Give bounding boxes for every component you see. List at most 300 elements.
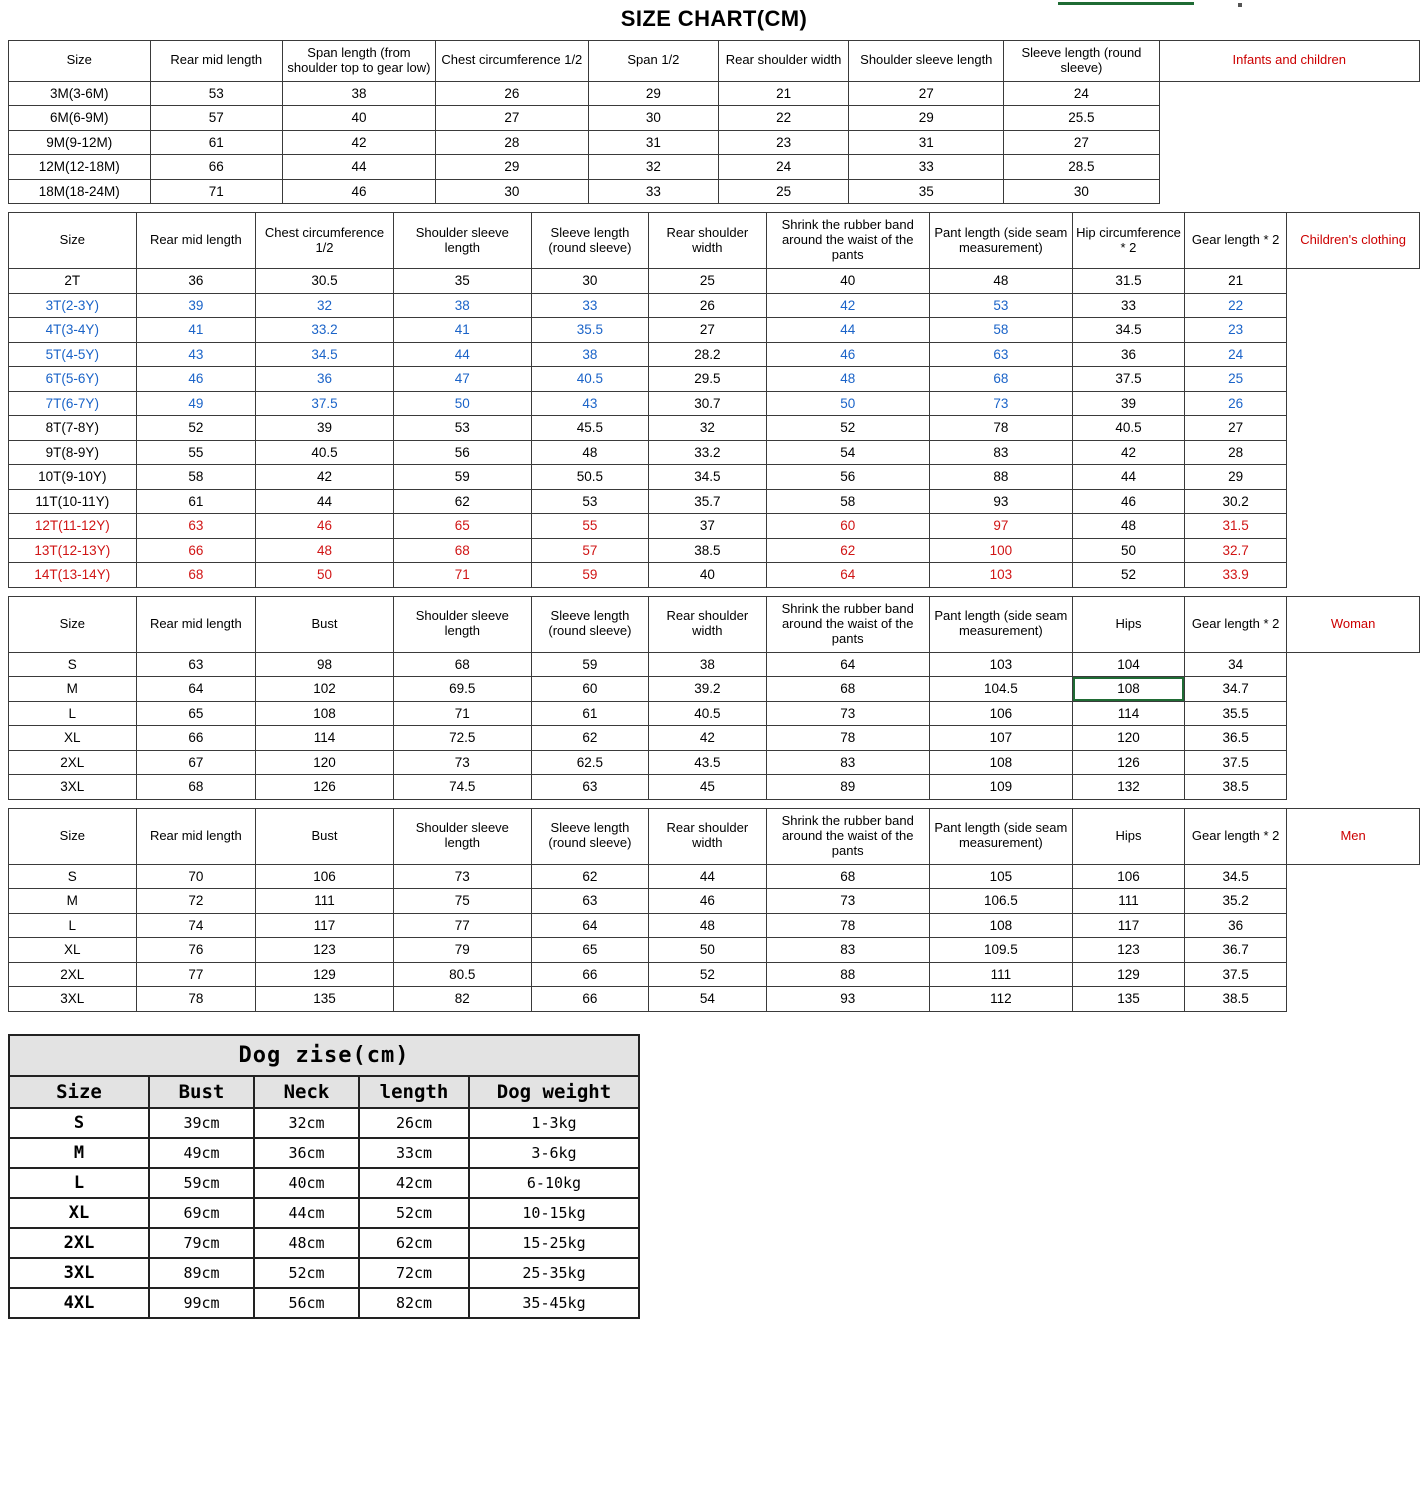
cell-value: 61 <box>531 701 648 726</box>
dog-size-table <box>8 1034 640 1319</box>
cell-value: 62 <box>531 864 648 889</box>
cell-value: 54 <box>766 440 929 465</box>
cell-size: 3XL <box>9 987 137 1012</box>
cell-value: 44 <box>766 318 929 343</box>
cell-value: 126 <box>1072 750 1184 775</box>
table-row <box>9 1198 639 1228</box>
cell-value: 48 <box>929 269 1072 294</box>
cell-value: 39 <box>1072 391 1184 416</box>
cell-value: 56cm <box>254 1288 359 1318</box>
cell-value: 30 <box>435 179 588 204</box>
col-rear-shoulder-width: Rear shoulder width <box>649 808 766 864</box>
cell-value: 61 <box>136 489 255 514</box>
category-label-woman: Woman <box>1287 596 1420 652</box>
col-rear-mid-length: Rear mid length <box>136 596 255 652</box>
table-row <box>9 962 1420 987</box>
cell-value: 33 <box>531 293 648 318</box>
cell-size: 3XL <box>9 1258 149 1288</box>
col-size: Size <box>9 596 137 652</box>
col-gear-length: Gear length * 2 <box>1185 808 1287 864</box>
col-shoulder-sleeve-length: Shoulder sleeve length <box>393 808 531 864</box>
cell-value: 26cm <box>359 1108 469 1138</box>
cell-value: 63 <box>136 514 255 539</box>
cell-size: 12T(11-12Y) <box>9 514 137 539</box>
cell-value: 65 <box>531 938 648 963</box>
cell-value: 40 <box>766 269 929 294</box>
col-pant-length: Pant length (side seam measurement) <box>929 808 1072 864</box>
table-row <box>9 1228 639 1258</box>
cell-value: 35 <box>849 179 1004 204</box>
cell-value: 75 <box>393 889 531 914</box>
cell-value: 35.5 <box>531 318 648 343</box>
cell-size: M <box>9 677 137 702</box>
cell-value: 62.5 <box>531 750 648 775</box>
cell-size: 6M(6-9M) <box>9 106 151 131</box>
cell-value: 117 <box>256 913 394 938</box>
cell-value: 66 <box>136 538 255 563</box>
cell-value: 79cm <box>149 1228 254 1258</box>
cell-value: 62 <box>766 538 929 563</box>
cell-value: 24 <box>1004 81 1159 106</box>
cell-value: 117 <box>1072 913 1184 938</box>
cell-value: 77 <box>136 962 255 987</box>
cell-value: 71 <box>150 179 282 204</box>
col-rear-mid-length: Rear mid length <box>136 808 255 864</box>
cell-value: 68 <box>393 538 531 563</box>
cell-value: 40 <box>283 106 436 131</box>
cell-size: 6T(5-6Y) <box>9 367 137 392</box>
cell-size: M <box>9 889 137 914</box>
cell-value: 111 <box>929 962 1072 987</box>
cell-value: 31.5 <box>1072 269 1184 294</box>
table-row <box>9 106 1420 131</box>
cell-size: 13T(12-13Y) <box>9 538 137 563</box>
cell-value: 30.5 <box>256 269 394 294</box>
cell-value: 56 <box>393 440 531 465</box>
cell-value: 77 <box>393 913 531 938</box>
cell-value: 64 <box>766 652 929 677</box>
cell-value: 129 <box>1072 962 1184 987</box>
cell-value: 123 <box>256 938 394 963</box>
cell-value: 38.5 <box>1185 987 1287 1012</box>
col-rear-shoulder-width: Rear shoulder width <box>719 41 849 82</box>
cell-value: 53 <box>929 293 1072 318</box>
cell-value: 73 <box>929 391 1072 416</box>
table-row <box>9 269 1420 294</box>
cell-value: 52cm <box>254 1258 359 1288</box>
col-hips: Hips <box>1072 596 1184 652</box>
cell-value: 63 <box>531 775 648 800</box>
cell-size: 2T <box>9 269 137 294</box>
cell-value: 58 <box>929 318 1072 343</box>
cell-value: 82 <box>393 987 531 1012</box>
cell-value: 25.5 <box>1004 106 1159 131</box>
cell-value: 46 <box>136 367 255 392</box>
col-chest-circumference: Chest circumference 1/2 <box>435 41 588 82</box>
cell-value: 129 <box>256 962 394 987</box>
cell-value: 39cm <box>149 1108 254 1138</box>
cell-value: 24 <box>1185 342 1287 367</box>
cell-value: 107 <box>929 726 1072 751</box>
cell-value: 23 <box>719 130 849 155</box>
col-waist-rubber-band: Shrink the rubber band around the waist of the pants <box>766 213 929 269</box>
cell-value: 22 <box>719 106 849 131</box>
cell-value: 46 <box>766 342 929 367</box>
cell-value: 73 <box>766 889 929 914</box>
cell-value: 32 <box>649 416 766 441</box>
cell-value: 98 <box>256 652 394 677</box>
cell-value: 29 <box>1185 465 1287 490</box>
table-header-row <box>9 41 1420 82</box>
cell-value: 38 <box>393 293 531 318</box>
table-header-row <box>9 596 1420 652</box>
cell-value: 70 <box>136 864 255 889</box>
cell-value: 66 <box>150 155 282 180</box>
col-bust: Bust <box>149 1076 254 1108</box>
cell-value: 42 <box>1072 440 1184 465</box>
cell-value: 1-3kg <box>469 1108 639 1138</box>
cell-value: 46 <box>649 889 766 914</box>
cell-value: 28 <box>435 130 588 155</box>
cell-value: 34.5 <box>1185 864 1287 889</box>
cell-value: 38 <box>283 81 436 106</box>
cell-size: 2XL <box>9 1228 149 1258</box>
cell-value: 120 <box>256 750 394 775</box>
cell-value: 108 <box>929 913 1072 938</box>
cell-value: 64 <box>766 563 929 588</box>
table-row <box>9 726 1420 751</box>
cell-value: 57 <box>531 538 648 563</box>
cell-value: 40.5 <box>649 701 766 726</box>
table-row <box>9 538 1420 563</box>
cell-value: 103 <box>929 563 1072 588</box>
cell-value: 27 <box>435 106 588 131</box>
cell-value: 89cm <box>149 1258 254 1288</box>
col-sleeve-length: Sleeve length (round sleeve) <box>1004 41 1159 82</box>
cell-value: 65 <box>136 701 255 726</box>
cell-size: 9M(9-12M) <box>9 130 151 155</box>
cell-value: 35-45kg <box>469 1288 639 1318</box>
cell-size: L <box>9 913 137 938</box>
col-sleeve-length: Sleeve length (round sleeve) <box>531 213 648 269</box>
cell-value: 15-25kg <box>469 1228 639 1258</box>
table-row <box>9 677 1420 702</box>
cell-value: 22 <box>1185 293 1287 318</box>
cell-size: XL <box>9 726 137 751</box>
col-rear-shoulder-width: Rear shoulder width <box>649 596 766 652</box>
cell-value: 106 <box>1072 864 1184 889</box>
table-row <box>9 1168 639 1198</box>
cell-value: 40 <box>649 563 766 588</box>
cell-value: 49cm <box>149 1138 254 1168</box>
cell-value: 49 <box>136 391 255 416</box>
cell-value: 63 <box>531 889 648 914</box>
cell-value: 126 <box>256 775 394 800</box>
cell-value: 100 <box>929 538 1072 563</box>
cell-value: 78 <box>766 913 929 938</box>
col-length: length <box>359 1076 469 1108</box>
cell-value: 35.2 <box>1185 889 1287 914</box>
cell-value: 53 <box>393 416 531 441</box>
cell-value: 25 <box>719 179 849 204</box>
cell-value: 50.5 <box>531 465 648 490</box>
cell-value: 73 <box>393 750 531 775</box>
table-header-row <box>9 1076 639 1108</box>
cell-value: 43.5 <box>649 750 766 775</box>
col-pant-length: Pant length (side seam measurement) <box>929 596 1072 652</box>
cell-value: 93 <box>929 489 1072 514</box>
table-row <box>9 489 1420 514</box>
cell-value: 102 <box>256 677 394 702</box>
cell-value: 33 <box>1072 293 1184 318</box>
cell-value: 106.5 <box>929 889 1072 914</box>
table-row <box>9 563 1420 588</box>
cell-value: 62cm <box>359 1228 469 1258</box>
cell-value: 105 <box>929 864 1072 889</box>
col-sleeve-length: Sleeve length (round sleeve) <box>531 596 648 652</box>
cell-value: 58 <box>136 465 255 490</box>
category-label-children: Children's clothing <box>1287 213 1420 269</box>
cell-value: 62 <box>393 489 531 514</box>
cell-value: 27 <box>1185 416 1287 441</box>
cell-value: 26 <box>1185 391 1287 416</box>
cell-size: 10T(9-10Y) <box>9 465 137 490</box>
cell-value: 59 <box>393 465 531 490</box>
cell-value: 59 <box>531 652 648 677</box>
cell-value: 123 <box>1072 938 1184 963</box>
cell-size: XL <box>9 938 137 963</box>
men-size-table <box>8 808 1420 1012</box>
cell-value: 43 <box>136 342 255 367</box>
cell-value: 78 <box>136 987 255 1012</box>
cell-size: 2XL <box>9 962 137 987</box>
cell-value: 71 <box>393 563 531 588</box>
table-row <box>9 750 1420 775</box>
cell-value: 108 <box>929 750 1072 775</box>
cell-value: 31 <box>849 130 1004 155</box>
cell-value: 58 <box>766 489 929 514</box>
cell-value: 35.5 <box>1185 701 1287 726</box>
cell-value: 52cm <box>359 1198 469 1228</box>
cell-value: 42 <box>766 293 929 318</box>
cell-value: 34.5 <box>256 342 394 367</box>
cell-value: 54 <box>649 987 766 1012</box>
table-row <box>9 701 1420 726</box>
cell-value: 97 <box>929 514 1072 539</box>
cell-value: 78 <box>929 416 1072 441</box>
col-rear-shoulder-width: Rear shoulder width <box>649 213 766 269</box>
col-span-length: Span length (from shoulder top to gear low) <box>283 41 436 82</box>
cell-value: 33cm <box>359 1138 469 1168</box>
cell-value: 33.9 <box>1185 563 1287 588</box>
cell-value: 27 <box>649 318 766 343</box>
cell-value: 44 <box>1072 465 1184 490</box>
cell-value: 132 <box>1072 775 1184 800</box>
woman-size-table <box>8 596 1420 800</box>
cell-value: 111 <box>1072 889 1184 914</box>
cell-value: 104 <box>1072 652 1184 677</box>
cell-value: 38.5 <box>1185 775 1287 800</box>
cell-value: 52 <box>136 416 255 441</box>
cell-value: 32cm <box>254 1108 359 1138</box>
cell-value: 40.5 <box>531 367 648 392</box>
cell-value: 36 <box>1072 342 1184 367</box>
cell-value: 32.7 <box>1185 538 1287 563</box>
marker-dot-icon <box>1238 3 1242 7</box>
cell-value: 71 <box>393 701 531 726</box>
cell-value: 68 <box>136 563 255 588</box>
cell-value: 48 <box>766 367 929 392</box>
cell-value: 50 <box>766 391 929 416</box>
cell-value: 79 <box>393 938 531 963</box>
cell-value: 61 <box>150 130 282 155</box>
cell-value: 36 <box>1185 913 1287 938</box>
cell-value: 27 <box>1004 130 1159 155</box>
cell-value: 76 <box>136 938 255 963</box>
cell-value: 48 <box>1072 514 1184 539</box>
cell-value: 40.5 <box>256 440 394 465</box>
cell-size: 8T(7-8Y) <box>9 416 137 441</box>
table-row <box>9 155 1420 180</box>
col-neck: Neck <box>254 1076 359 1108</box>
cell-value: 10-15kg <box>469 1198 639 1228</box>
table-row <box>9 391 1420 416</box>
cell-value: 38 <box>649 652 766 677</box>
cell-value: 63 <box>929 342 1072 367</box>
cell-value: 48cm <box>254 1228 359 1258</box>
cell-size: S <box>9 864 137 889</box>
dog-table-body <box>9 1035 639 1318</box>
cell-value: 69cm <box>149 1198 254 1228</box>
table-row <box>9 130 1420 155</box>
cell-value: 83 <box>766 750 929 775</box>
cell-value: 30.2 <box>1185 489 1287 514</box>
col-shoulder-sleeve-length: Shoulder sleeve length <box>849 41 1004 82</box>
cell-value: 42 <box>256 465 394 490</box>
cell-value: 135 <box>1072 987 1184 1012</box>
cell-value: 46 <box>283 179 436 204</box>
cell-value: 74.5 <box>393 775 531 800</box>
col-size: Size <box>9 1076 149 1108</box>
cell-value: 21 <box>719 81 849 106</box>
cell-value: 53 <box>531 489 648 514</box>
cell-value: 67 <box>136 750 255 775</box>
cell-size: M <box>9 1138 149 1168</box>
table-header-row <box>9 213 1420 269</box>
cell-value: 66 <box>136 726 255 751</box>
cell-value: 48 <box>531 440 648 465</box>
cell-value: 29 <box>435 155 588 180</box>
cell-value: 38.5 <box>649 538 766 563</box>
cell-value: 74 <box>136 913 255 938</box>
cell-value: 34 <box>1185 652 1287 677</box>
cell-size: 3M(3-6M) <box>9 81 151 106</box>
cell-value: 25-35kg <box>469 1258 639 1288</box>
cell-value: 65 <box>393 514 531 539</box>
cell-value: 111 <box>256 889 394 914</box>
col-shoulder-sleeve-length: Shoulder sleeve length <box>393 596 531 652</box>
cell-value: 46 <box>1072 489 1184 514</box>
cell-value: 29 <box>588 81 718 106</box>
cell-value: 55 <box>136 440 255 465</box>
cell-value: 36.5 <box>1185 726 1287 751</box>
cell-value: 27 <box>849 81 1004 106</box>
cell-value: 68 <box>929 367 1072 392</box>
cell-value: 41 <box>393 318 531 343</box>
col-pant-length: Pant length (side seam measurement) <box>929 213 1072 269</box>
children-size-table <box>8 212 1420 588</box>
table-header-row <box>9 808 1420 864</box>
cell-value: 42cm <box>359 1168 469 1198</box>
cell-value: 28 <box>1185 440 1287 465</box>
cell-value: 33 <box>588 179 718 204</box>
cell-value: 135 <box>256 987 394 1012</box>
col-bust: Bust <box>256 808 394 864</box>
table-row <box>9 342 1420 367</box>
cell-value: 114 <box>1072 701 1184 726</box>
cell-value: 44 <box>649 864 766 889</box>
cell-size: 14T(13-14Y) <box>9 563 137 588</box>
table-row <box>9 416 1420 441</box>
cell-value: 24 <box>719 155 849 180</box>
cell-value: 33.2 <box>649 440 766 465</box>
col-rear-mid-length: Rear mid length <box>136 213 255 269</box>
cell-value: 36 <box>256 367 394 392</box>
table-row <box>9 864 1420 889</box>
col-size: Size <box>9 41 151 82</box>
cell-value: 45 <box>649 775 766 800</box>
cell-value: 88 <box>929 465 1072 490</box>
cell-value: 50 <box>393 391 531 416</box>
cell-value: 34.7 <box>1185 677 1287 702</box>
cell-value: 56 <box>766 465 929 490</box>
table-row <box>9 775 1420 800</box>
cell-value: 44cm <box>254 1198 359 1228</box>
table-row <box>9 1108 639 1138</box>
cell-value: 38 <box>531 342 648 367</box>
col-gear-length: Gear length * 2 <box>1185 596 1287 652</box>
cell-value: 99cm <box>149 1288 254 1318</box>
cell-value: 44 <box>256 489 394 514</box>
cell-value: 30 <box>588 106 718 131</box>
cell-value: 72.5 <box>393 726 531 751</box>
col-size: Size <box>9 808 137 864</box>
cell-value: 109.5 <box>929 938 1072 963</box>
table-row <box>9 318 1420 343</box>
cell-value: 50 <box>256 563 394 588</box>
cell-value: 68 <box>136 775 255 800</box>
table-row <box>9 1258 639 1288</box>
cell-value: 48 <box>649 913 766 938</box>
cell-value: 64 <box>136 677 255 702</box>
cell-value: 68 <box>766 677 929 702</box>
cell-value: 72 <box>136 889 255 914</box>
cell-value: 114 <box>256 726 394 751</box>
cell-size: 3T(2-3Y) <box>9 293 137 318</box>
cell-size: 2XL <box>9 750 137 775</box>
page-title: SIZE CHART(CM) <box>620 6 808 31</box>
infants-size-table <box>8 40 1420 204</box>
cell-value: 35 <box>393 269 531 294</box>
table-row <box>9 440 1420 465</box>
cell-value: 44 <box>393 342 531 367</box>
cell-value: 59cm <box>149 1168 254 1198</box>
cell-value: 69.5 <box>393 677 531 702</box>
table-row <box>9 987 1420 1012</box>
cell-value: 37.5 <box>256 391 394 416</box>
cell-value: 68 <box>393 652 531 677</box>
table-row <box>9 367 1420 392</box>
